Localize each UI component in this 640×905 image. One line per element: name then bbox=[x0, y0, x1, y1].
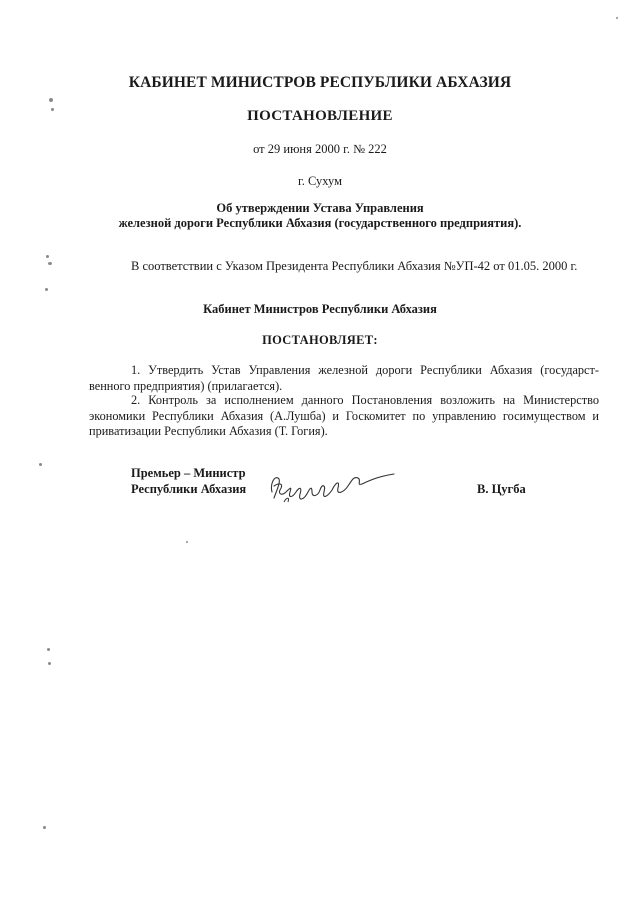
signatory-title-line-1: Премьер – Министр bbox=[131, 466, 246, 480]
scan-speck bbox=[47, 648, 50, 651]
document-city: г. Сухум bbox=[297, 174, 342, 188]
handwritten-signature bbox=[262, 462, 402, 507]
scan-speck bbox=[186, 541, 188, 543]
resolves-heading: ПОСТАНОВЛЯЕТ: bbox=[262, 333, 378, 347]
signatory-title-line-2: Республики Абхазия bbox=[131, 482, 247, 496]
document-type-heading: ПОСТАНОВЛЕНИЕ bbox=[247, 108, 393, 124]
scan-speck bbox=[616, 17, 618, 19]
scan-speck bbox=[43, 826, 46, 829]
signatory-name: В. Цугба bbox=[477, 482, 526, 496]
issuing-body: Кабинет Министров Республики Абхазия bbox=[203, 302, 437, 316]
scan-speck bbox=[48, 262, 52, 265]
scan-speck bbox=[49, 98, 53, 102]
resolution-paragraph-1 bbox=[89, 363, 599, 394]
document-title: КАБИНЕТ МИНИСТРОВ РЕСПУБЛИКИ АБХАЗИЯ bbox=[128, 74, 512, 91]
scan-speck bbox=[48, 662, 51, 665]
document-subject-line-2: железной дороги Республики Абхазия (государственного предприятия). bbox=[118, 216, 522, 230]
resolution-paragraph-1-text: 1. Утвердить Устав Управления железной дороги Республики Абхазия (государст-венного предприятия) (прилагается). bbox=[89, 363, 599, 393]
document-subject-line-1: Об утверждении Устава Управления bbox=[216, 201, 424, 215]
scan-speck bbox=[46, 255, 49, 258]
document-date-number: от 29 июня 2000 г. № 222 bbox=[253, 142, 387, 156]
scan-speck bbox=[39, 463, 42, 466]
scan-speck bbox=[45, 288, 48, 291]
resolution-paragraph-2-text: 2. Контроль за исполнением данного Постановления возложить на Министерство экономики Республики Абхазия (А.Лушба) и Госкомитет по управлению госимуществом и приватизации Республики Абхазия (Т. Гогия). bbox=[89, 393, 599, 438]
resolution-paragraph-2 bbox=[89, 393, 599, 440]
scan-speck bbox=[51, 108, 54, 111]
legal-basis: В соответствии с Указом Президента Республики Абхазия №УП-42 от 01.05. 2000 г. bbox=[131, 259, 578, 273]
